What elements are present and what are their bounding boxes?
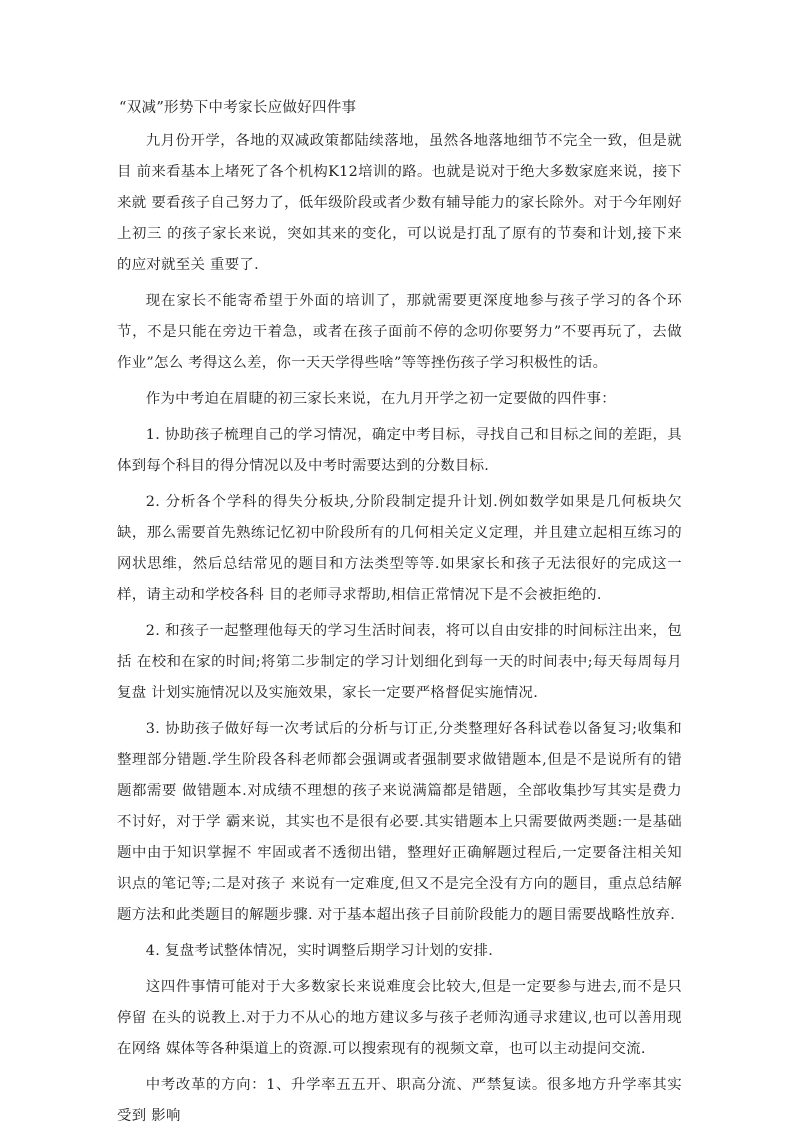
paragraph-item-4: 4. 复盘考试整体情况，实时调整后期学习计划的安排. (145, 943, 494, 959)
paragraph-item-2-schedule: 2. 和孩子一起整理他每天的学习生活时间表，将可以自由安排的时间标注出来，包括 在校和在家的时间;将第二步制定的学习计划细化到每一天的时间表中;每天每周每月复盘 计划实施情况以及实施效果，家长一定要严格督促实施情况. (117, 623, 682, 701)
paragraph-item-3: 3. 协助孩子做好每一次考试后的分析与订正,分类整理好各科试卷以备复习;收集和整理部分错题.学生阶段各科老师都会强调或者强制要求做错题本,但是不是说所有的错题都需要 做错题本.对成绩不理想的孩子来说满篇都是错题，全部收集抄写其实是费力不讨好，对于学 霸来说，其实也不是很有必要.其实错题本上只需要做两类题:一是基础题中由于知识掌握不 牢固或者不透彻出错，整理好正确解题过程后,一定要备注相关知识点的笔记等;二是对孩子 来说有一定难度,但又不是完全没有方向的题目，重点总结解题方法和此类题目的解题步骤. 对于基本超出孩子目前阶段能力的题目需要战略性放弃. (117, 721, 682, 923)
paragraph-parent-involvement: 现在家长不能寄希望于外面的培训了，那就需要更深度地参与孩子学习的各个环节，不是只能在旁边干着急，或者在孩子面前不停的念叨你要努力”不要再玩了，去做作业”怎么 考得这么差，你一天天学得些啥”等等挫伤孩子学习积极性的话。 (117, 293, 682, 371)
paragraph-intro: 九月份开学，各地的双减政策都陆续落地，虽然各地落地细节不完全一致，但是就目 前来看基本上堵死了各个机构K12培训的路。也就是说对于绝大多数家庭来说，接下来就 要看孩子自己努力了，低年级阶段或者少数有辅导能力的家长除外。对于今年刚好上初三 的孩子家长来说，突如其来的变化，可以说是打乱了原有的节奏和计划,接下来的应对就至关 重要了. (117, 133, 682, 273)
paragraph-item-2-analysis: 2. 分析各个学科的得失分板块,分阶段制定提升计划.例如数学如果是几何板块欠缺，那么需要首先熟练记忆初中阶段所有的几何相关定义定理，并且建立起相互练习的网状思维，然后总结常见的题目和方法类型等等.如果家长和孩子无法很好的完成这一样，请主动和学校各科 目的老师寻求帮助,相信正常情况下是不会被拒绝的. (117, 494, 682, 603)
paragraph-four-things-intro: 作为中考迫在眉睫的初三家长来说，在九月开学之初一定要做的四件事： (145, 391, 616, 407)
paragraph-item-1: 1. 协助孩子梳理自己的学习情况，确定中考目标，寻找自己和目标之间的差距，具体到每个科目的得分情况以及中考时需要达到的分数目标. (117, 427, 682, 474)
document-title: “双减”形势下中考家长应做好四件事 (119, 100, 357, 116)
paragraph-reform-direction: 中考改革的方向：1、升学率五五开、职高分流、严禁复读。很多地方升学率其实受到 影响 (117, 1077, 682, 1124)
paragraph-conclusion: 这四件事情可能对于大多数家长来说难度会比较大,但是一定要参与进去,而不是只停留 在头的说教上.对于力不从心的地方建议多与孩子老师沟通寻求建议,也可以善用现在网络 媒体等各种渠道上的资源.可以搜索现有的视频文章，也可以主动提问交流. (117, 979, 682, 1057)
